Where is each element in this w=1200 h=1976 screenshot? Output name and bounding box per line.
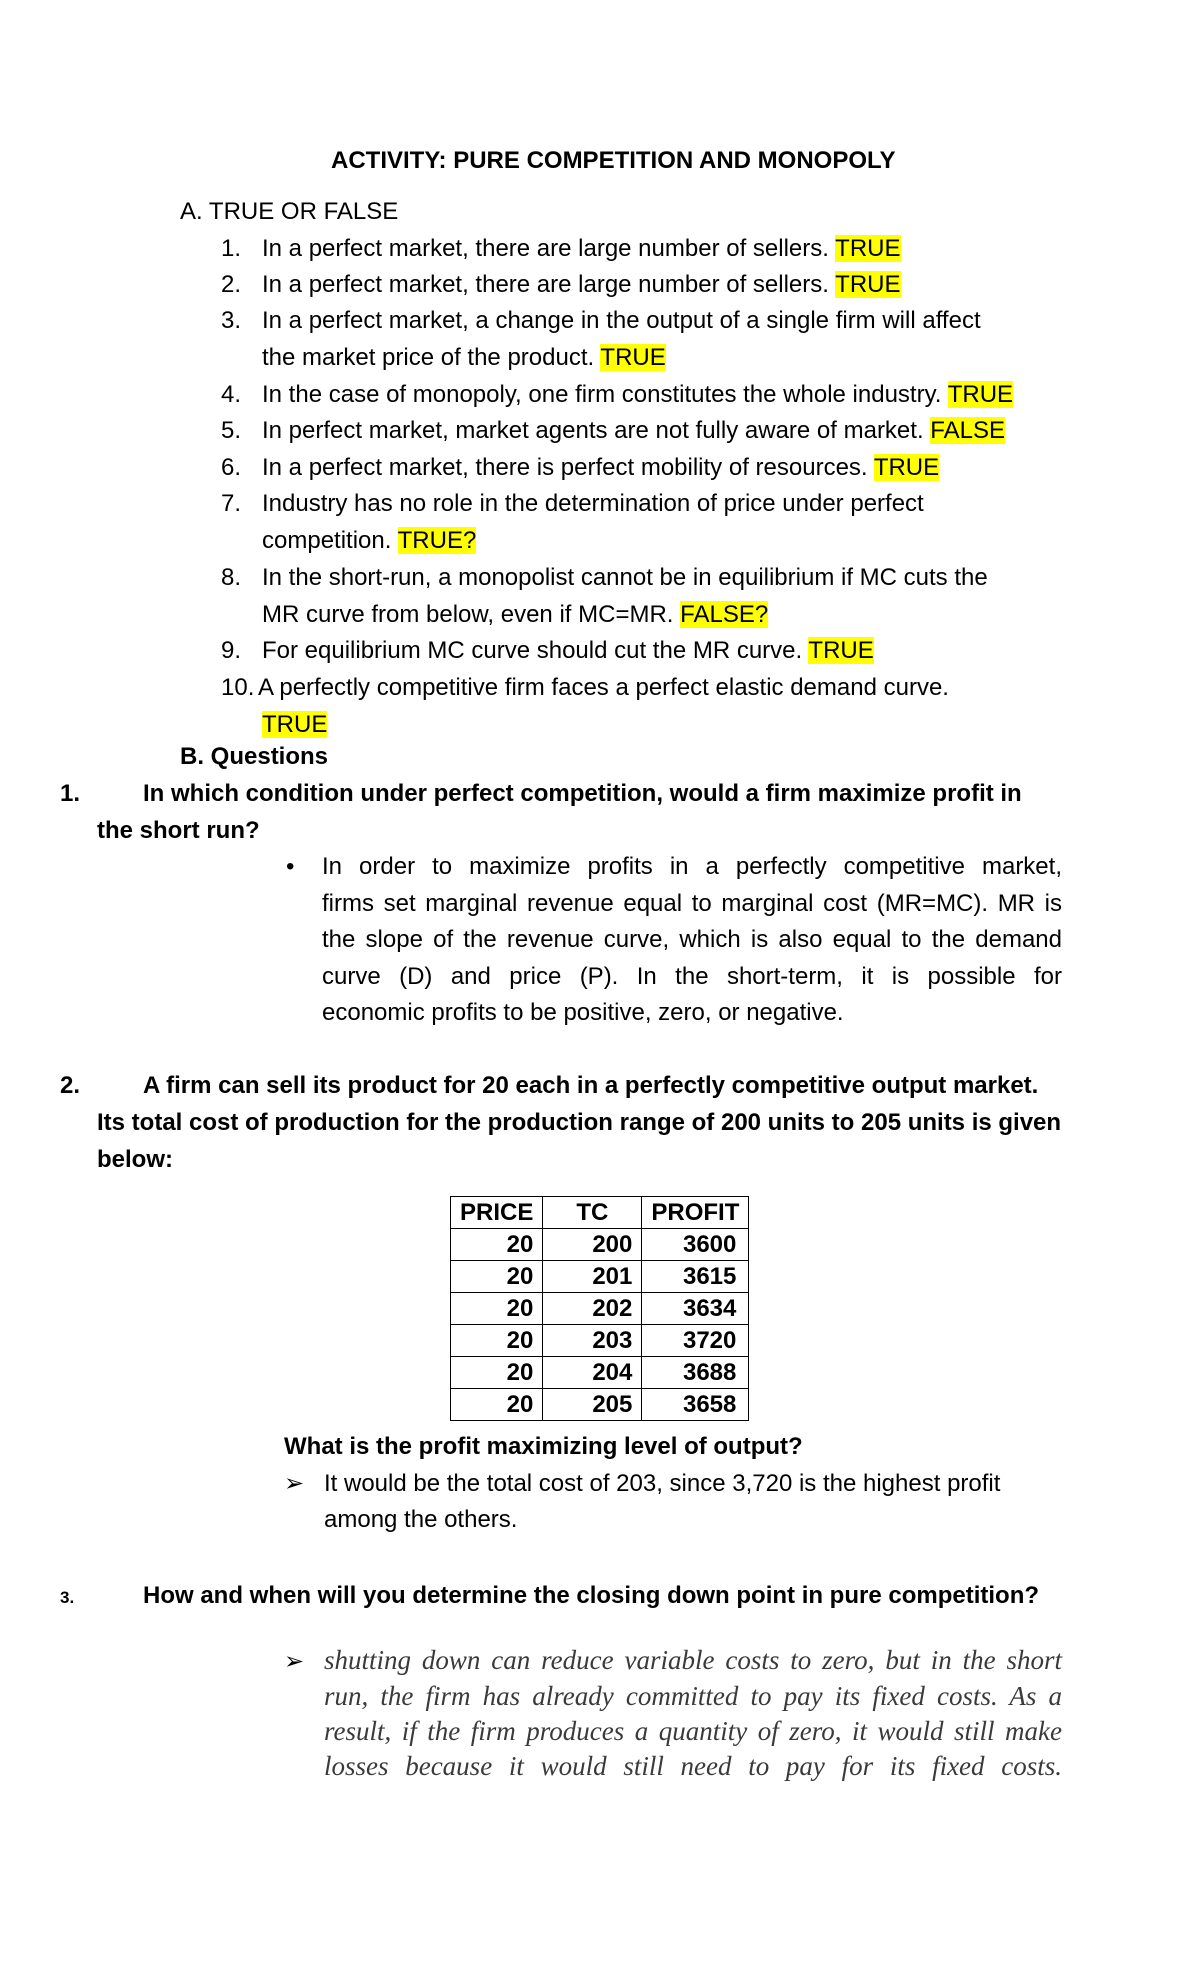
table-cell: 3658 [642, 1389, 749, 1421]
answer-line: the slope of the revenue curve, which is also equal to the demand [322, 926, 1062, 953]
question-2-text-cont-2: below: [97, 1146, 173, 1173]
table-cell: 3615 [642, 1261, 749, 1293]
answer-badge: TRUE [262, 711, 328, 738]
list-item-text: For equilibrium MC curve should cut the MR curve. [262, 637, 803, 664]
list-item-number: 9. [221, 637, 242, 664]
section-b-heading: B. Questions [180, 743, 329, 770]
list-item-number: 4. [221, 381, 242, 408]
list-item [262, 563, 988, 593]
answer-badge: TRUE [835, 271, 901, 298]
answer-badge: TRUE [600, 344, 666, 371]
table-cell: 20 [451, 1325, 543, 1357]
table-cell: 3720 [642, 1325, 749, 1357]
table-row [451, 1229, 749, 1261]
list-item-text: In a perfect market, a change in the output of a single firm will affect [262, 307, 981, 334]
list-item [262, 270, 901, 300]
table-cell: 201 [543, 1261, 642, 1293]
list-item [262, 343, 666, 373]
table-cell: 203 [543, 1325, 642, 1357]
list-item-text: In a perfect market, there is perfect mobility of resources. [262, 454, 868, 481]
answer-badge: TRUE [947, 381, 1014, 408]
list-item-text: In the case of monopoly, one firm constitutes the whole industry. [262, 381, 942, 408]
column-header-price: PRICE [451, 1197, 543, 1229]
answer-badge: FALSE [930, 417, 1006, 444]
list-item-number: 6. [221, 454, 242, 481]
answer-line: shutting down can reduce variable costs to zero, but in the short [324, 1645, 1062, 1675]
list-item-text: the market price of the product. [262, 344, 595, 371]
table-row [451, 1325, 749, 1357]
list-item [262, 306, 981, 336]
table-cell: 200 [543, 1229, 642, 1261]
table-row [451, 1389, 749, 1421]
arrow-bullet-icon: ➢ [284, 1648, 305, 1675]
answer-line: It would be the total cost of 203, since 3,720 is the highest profit [324, 1470, 1001, 1497]
list-item-text: In perfect market, market agents are not fully aware of market. [262, 417, 924, 444]
list-item [258, 673, 949, 703]
list-item [262, 710, 327, 740]
profit-table [450, 1196, 749, 1421]
table-cell: 20 [451, 1389, 543, 1421]
answer-badge: TRUE [808, 637, 874, 664]
table-cell: 3634 [642, 1293, 749, 1325]
question-1-number: 1. [60, 780, 81, 807]
list-item-number: 1. [221, 235, 242, 262]
table-cell: 20 [451, 1357, 543, 1389]
table-cell: 20 [451, 1229, 543, 1261]
question-3-number: 3. [60, 1588, 75, 1607]
answer-line: result, if the firm produces a quantity of zero, it would still make [324, 1716, 1062, 1746]
table-cell: 204 [543, 1357, 642, 1389]
column-header-tc: TC [543, 1197, 642, 1229]
table-row [451, 1357, 749, 1389]
table-cell: 20 [451, 1261, 543, 1293]
table-cell: 202 [543, 1293, 642, 1325]
table-row [451, 1293, 749, 1325]
list-item-text: In a perfect market, there are large number of sellers. [262, 235, 829, 262]
answer-line: In order to maximize profits in a perfectly competitive market, [322, 853, 1062, 880]
question-2-number: 2. [60, 1072, 81, 1099]
answer-badge: TRUE? [397, 527, 477, 554]
answer-line: economic profits to be positive, zero, or negative. [322, 999, 844, 1026]
question-1-text-cont: the short run? [97, 817, 260, 844]
answer-line: run, the firm has already committed to pay its fixed costs. As a [324, 1681, 1062, 1711]
arrow-bullet-icon: ➢ [284, 1470, 305, 1497]
list-item-number: 8. [221, 564, 242, 591]
table-cell: 3688 [642, 1357, 749, 1389]
list-item-number: 3. [221, 307, 242, 334]
question-2-text: A firm can sell its product for 20 each in a perfectly competitive output market. [143, 1072, 1039, 1099]
answer-badge: TRUE [835, 235, 901, 262]
list-item-number: 2. [221, 271, 242, 298]
list-item-text: In the short-run, a monopolist cannot be in equilibrium if MC cuts the [262, 564, 988, 591]
answer-line: among the others. [324, 1506, 518, 1533]
table-row [451, 1261, 749, 1293]
list-item [262, 380, 1013, 410]
table-cell: 3600 [642, 1229, 749, 1261]
answer-badge: FALSE? [680, 601, 769, 628]
table-cell: 20 [451, 1293, 543, 1325]
list-item [262, 234, 901, 264]
answer-line: firms set marginal revenue equal to marginal cost (MR=MC). MR is [322, 890, 1062, 917]
question-2-subquestion: What is the profit maximizing level of output? [284, 1433, 803, 1460]
section-a-heading: A. TRUE OR FALSE [180, 198, 399, 225]
list-item [262, 526, 476, 556]
list-item-text: Industry has no role in the determination of price under perfect [262, 490, 924, 517]
page-title: ACTIVITY: PURE COMPETITION AND MONOPOLY [331, 147, 896, 174]
list-item [262, 636, 874, 666]
table-header-row [451, 1197, 749, 1229]
question-1-text: In which condition under perfect competition, would a firm maximize profit in [143, 780, 1022, 807]
question-2-text-cont: Its total cost of production for the production range of 200 units to 205 units is given [97, 1109, 1062, 1136]
column-header-profit: PROFIT [642, 1197, 749, 1229]
list-item-text: A perfectly competitive firm faces a perfect elastic demand curve. [258, 674, 949, 701]
list-item-number: 7. [221, 490, 242, 517]
answer-badge: TRUE [873, 454, 940, 481]
bullet-icon: • [286, 853, 295, 880]
table-cell: 205 [543, 1389, 642, 1421]
list-item-number: 10. [221, 674, 255, 701]
list-item-text: competition. [262, 527, 392, 554]
answer-line: curve (D) and price (P). In the short-term, it is possible for [322, 963, 1062, 990]
list-item [262, 416, 1005, 446]
list-item-text: MR curve from below, even if MC=MR. [262, 601, 674, 628]
list-item [262, 600, 768, 630]
list-item-text: In a perfect market, there are large number of sellers. [262, 271, 829, 298]
list-item [262, 489, 924, 519]
list-item-number: 5. [221, 417, 242, 444]
list-item [262, 453, 939, 483]
question-3-text: How and when will you determine the closing down point in pure competition? [143, 1582, 1040, 1609]
answer-line: losses because it would still need to pay for its fixed costs. [324, 1751, 1062, 1781]
